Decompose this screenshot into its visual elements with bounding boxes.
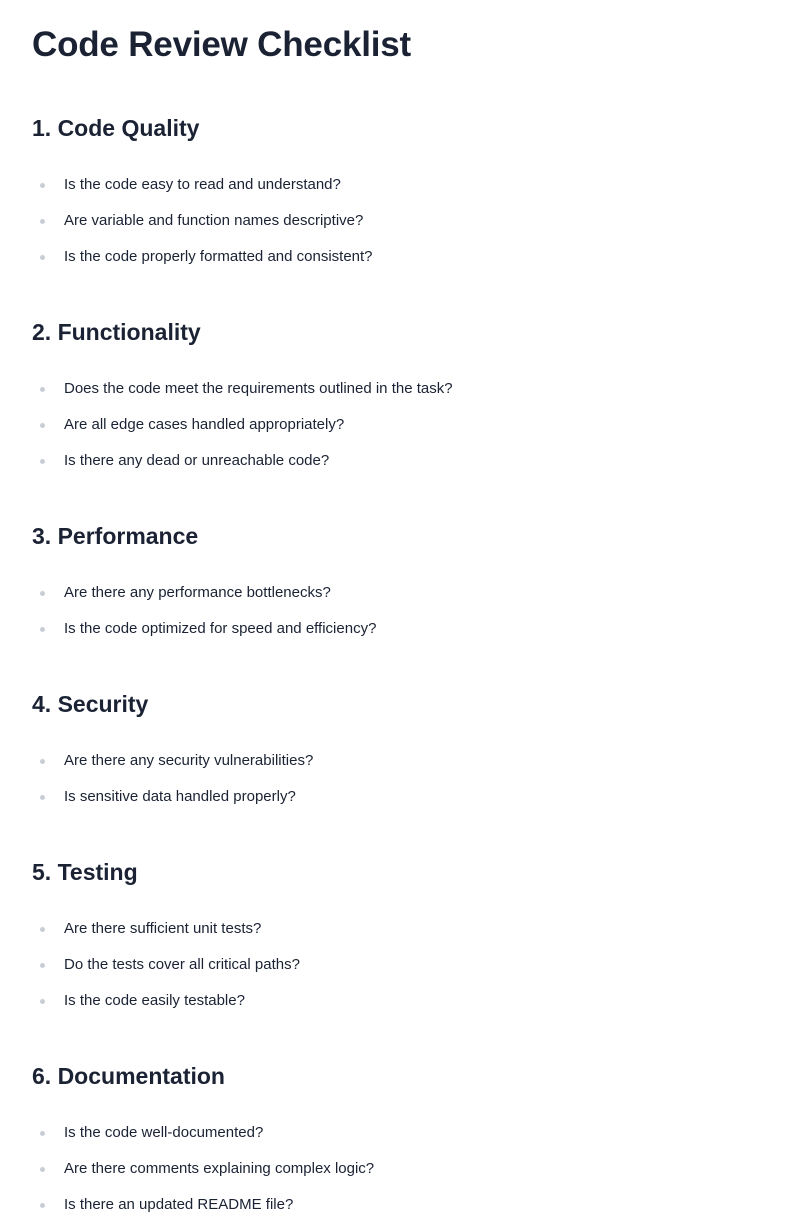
item-text: Is the code optimized for speed and efficiency?	[64, 620, 377, 637]
bullet-dot-icon	[40, 387, 45, 392]
item-text: Is sensitive data handled properly?	[64, 788, 296, 805]
item-text: Are all edge cases handled appropriately?	[64, 416, 345, 433]
bullet-dot-icon	[40, 1131, 45, 1136]
item-text: Is the code well-documented?	[64, 1124, 264, 1141]
checklist-item	[32, 611, 772, 647]
item-text: Is the code easy to read and understand?	[64, 176, 341, 193]
checklist-item	[32, 443, 772, 479]
bullet-dot-icon	[40, 1167, 45, 1172]
checklist-item	[32, 1151, 772, 1187]
bullet-dot-icon	[40, 219, 45, 224]
item-text: Are there sufficient unit tests?	[64, 920, 262, 937]
section-heading: 4. Security	[32, 691, 149, 717]
checklist-item	[32, 911, 772, 947]
checklist-items	[32, 1115, 772, 1223]
item-text: Is the code properly formatted and consistent?	[64, 248, 373, 265]
checklist-item	[32, 371, 772, 407]
checklist-item	[32, 167, 772, 203]
checklist-item	[32, 1187, 772, 1223]
section-heading: 5. Testing	[32, 859, 138, 885]
section-code-quality	[32, 113, 772, 265]
page-title: Code Review Checklist	[32, 25, 411, 64]
checklist-item	[32, 575, 772, 611]
bullet-dot-icon	[40, 183, 45, 188]
checklist-items	[32, 911, 772, 1019]
section-performance	[32, 521, 772, 637]
section-heading: 3. Performance	[32, 523, 199, 549]
checklist-item	[32, 239, 772, 275]
item-text: Is the code easily testable?	[64, 992, 245, 1009]
item-text: Do the tests cover all critical paths?	[64, 956, 300, 973]
checklist-items	[32, 167, 772, 275]
checklist-item	[32, 947, 772, 983]
checklist-item	[32, 203, 772, 239]
bullet-dot-icon	[40, 963, 45, 968]
checklist-items	[32, 743, 772, 815]
section-heading: 2. Functionality	[32, 319, 201, 345]
checklist-item	[32, 743, 772, 779]
checklist-items	[32, 575, 772, 647]
checklist-item	[32, 1115, 772, 1151]
bullet-dot-icon	[40, 795, 45, 800]
bullet-dot-icon	[40, 927, 45, 932]
bullet-dot-icon	[40, 423, 45, 428]
item-text: Are there any security vulnerabilities?	[64, 752, 314, 769]
checklist-item	[32, 407, 772, 443]
item-text: Does the code meet the requirements outlined in the task?	[64, 380, 453, 397]
section-security	[32, 689, 772, 805]
checklist-item	[32, 983, 772, 1019]
bullet-dot-icon	[40, 999, 45, 1004]
bullet-dot-icon	[40, 627, 45, 632]
item-text: Is there any dead or unreachable code?	[64, 452, 330, 469]
item-text: Are variable and function names descriptive?	[64, 212, 364, 229]
section-heading: 6. Documentation	[32, 1063, 225, 1089]
item-text: Are there any performance bottlenecks?	[64, 584, 331, 601]
section-documentation	[32, 1061, 772, 1213]
bullet-dot-icon	[40, 459, 45, 464]
bullet-dot-icon	[40, 1203, 45, 1208]
checklist-item	[32, 779, 772, 815]
section-heading: 1. Code Quality	[32, 115, 200, 141]
checklist-items	[32, 371, 772, 479]
item-text: Are there comments explaining complex logic?	[64, 1160, 375, 1177]
section-functionality	[32, 317, 772, 469]
bullet-dot-icon	[40, 591, 45, 596]
bullet-dot-icon	[40, 759, 45, 764]
section-testing	[32, 857, 772, 1009]
item-text: Is there an updated README file?	[64, 1196, 294, 1213]
bullet-dot-icon	[40, 255, 45, 260]
